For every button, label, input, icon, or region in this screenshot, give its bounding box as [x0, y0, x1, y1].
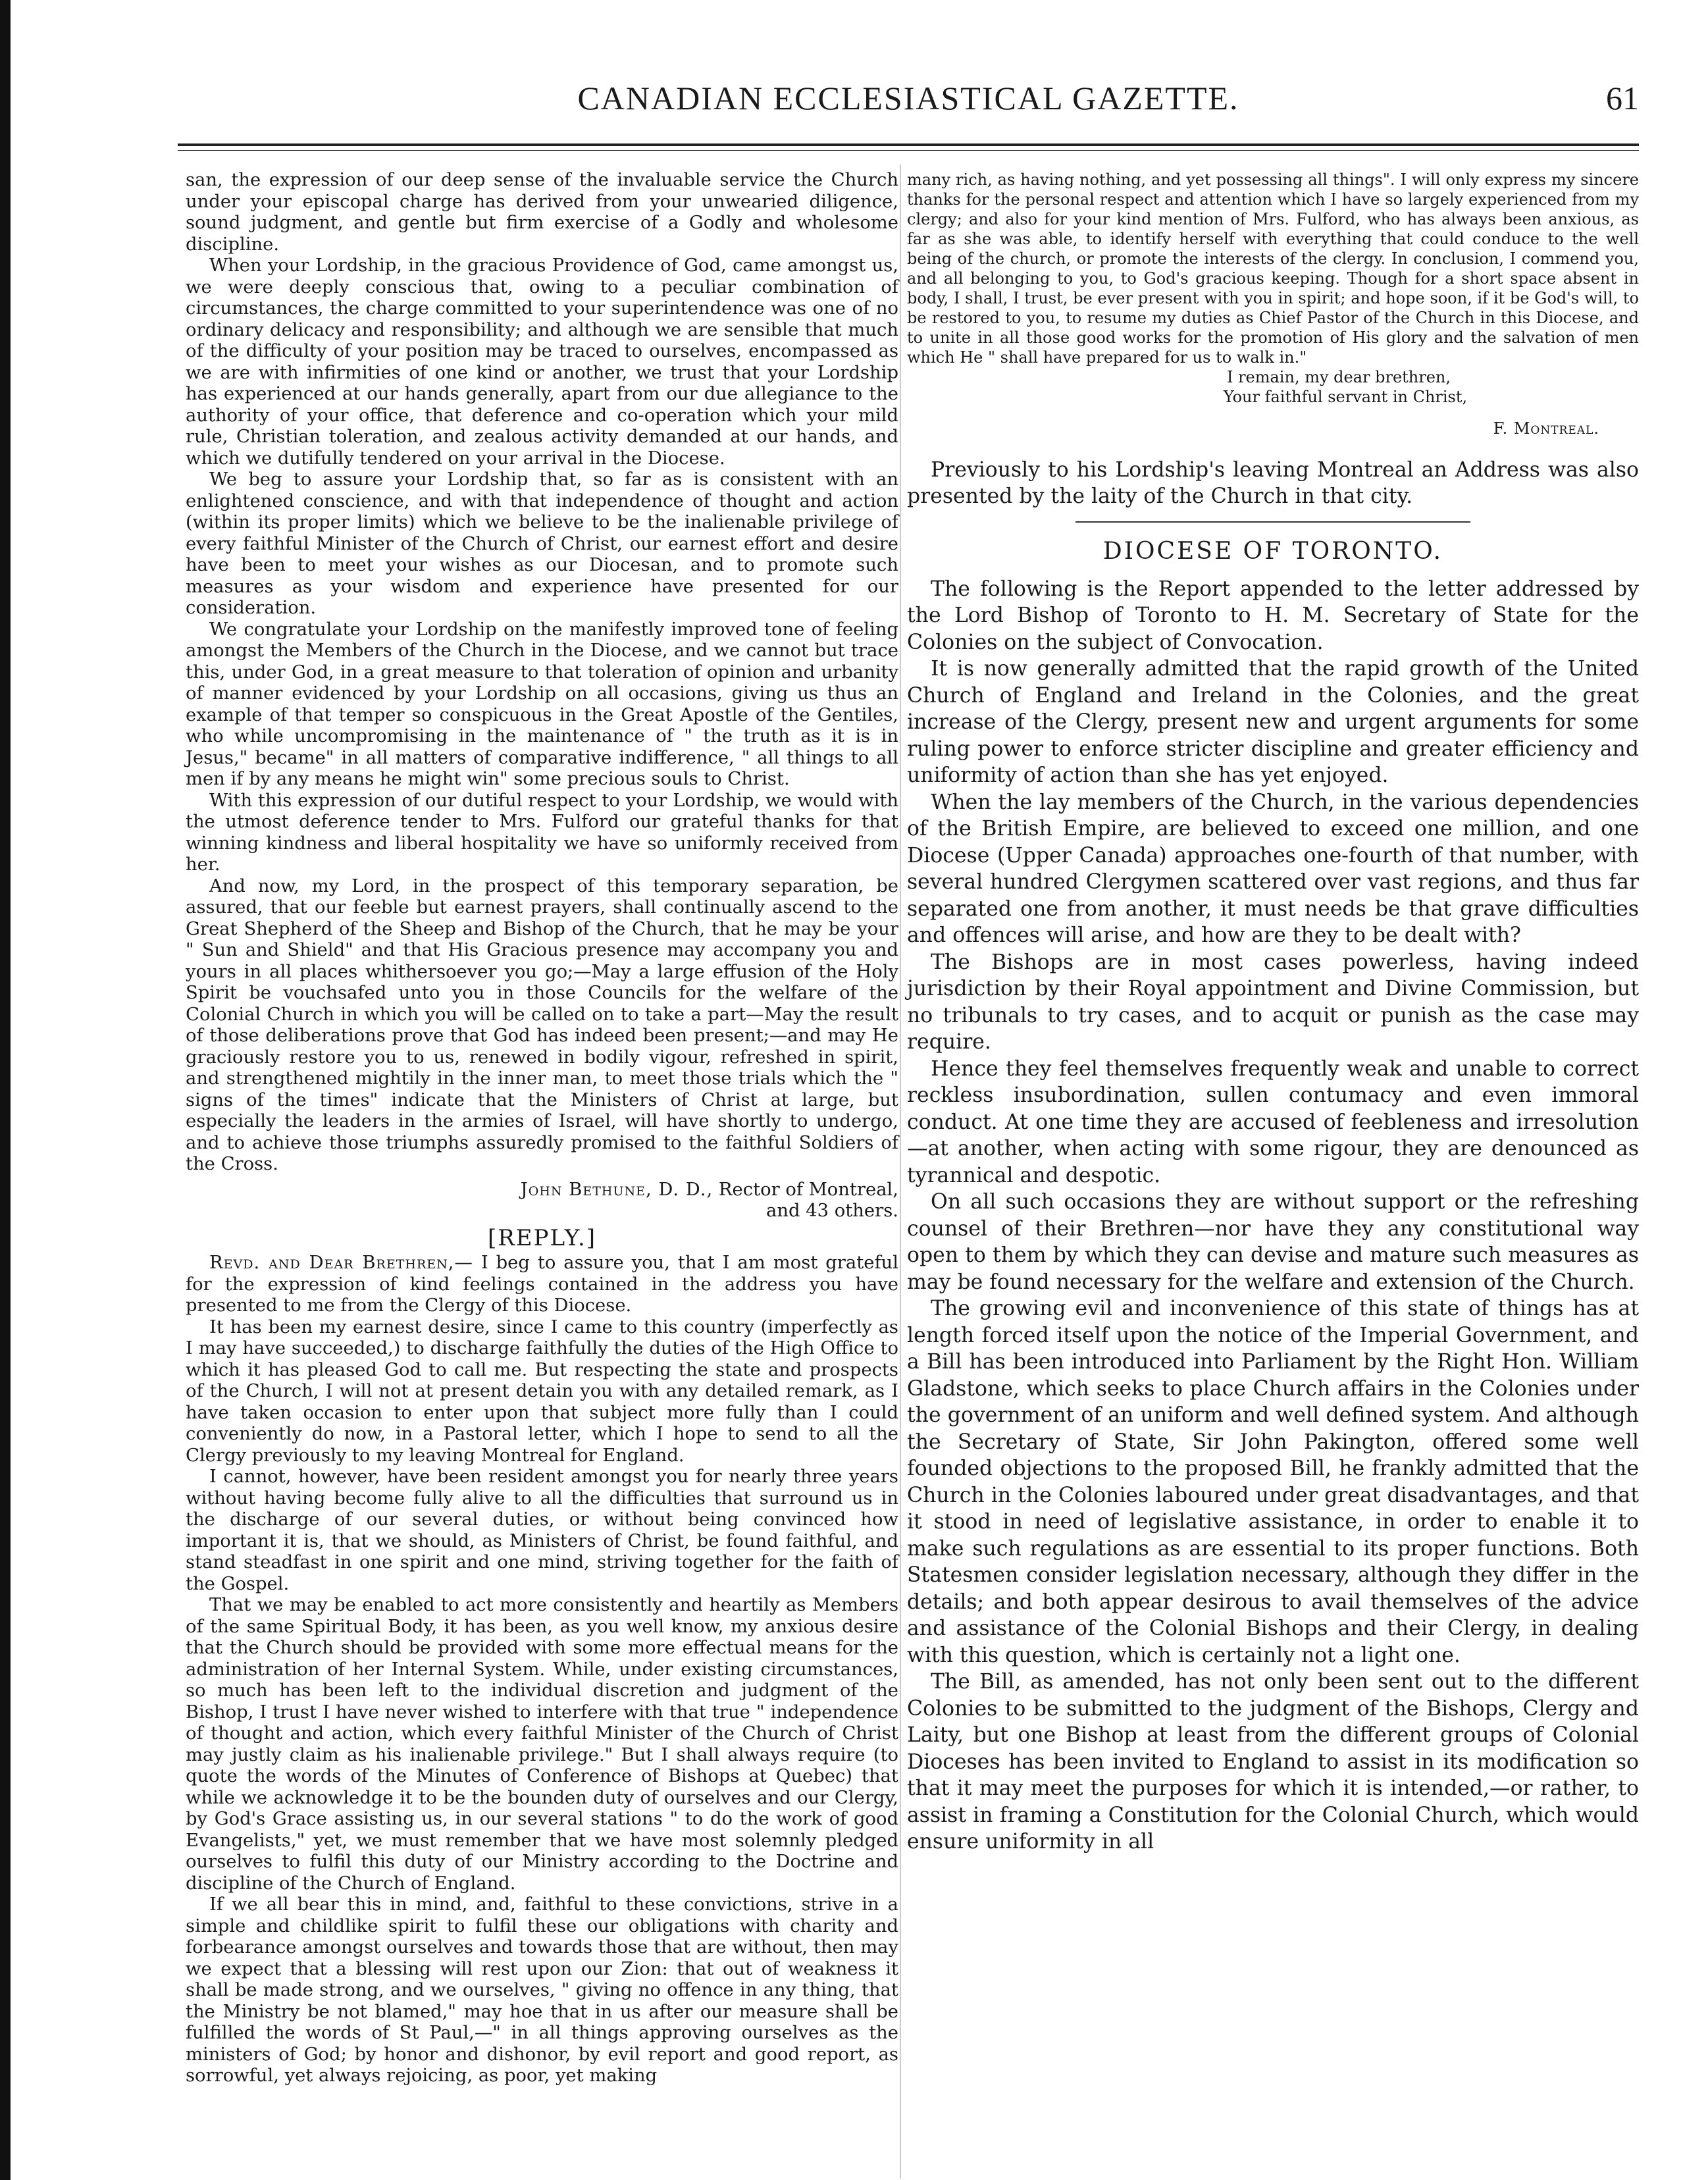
right-column [907, 170, 1639, 1856]
paragraph [186, 1253, 898, 1317]
paragraph: We congratulate your Lordship on the manifestly improved tone of feeling amongst the Members of the Church in the Diocese, and we cannot but trace this, under God, in a great measure to that toleration of opinion and urbanity of manner evidenced by your Lordship on all occasions, giving us thus an example of that temper so conspicuous in the Great Apostle of the Gentiles, who while uncompromising in the maintenance of " the truth as it is in Jesus," became" in all matters of comparative indifference, " all things to all men if by any means he might win" some precious souls to Christ. [186, 619, 898, 789]
left-column [186, 170, 898, 2087]
paragraph: san, the expression of our deep sense of the invaluable service the Church under your episcopal charge has derived from your unwearied diligence, sound judgment, and gentle but firm exercise of a Godly and wholesome discipline. [186, 170, 898, 255]
paragraph: On all such occasions they are without support or the refreshing counsel of their Brethren—nor have they any constitutional way open to them by which they can devise and mature such measures as may be found necessary for the welfare and extension of the Church. [907, 1190, 1639, 1294]
signature-title: Rector of Montreal, [718, 1179, 898, 1200]
page-number: 61 [1606, 80, 1639, 117]
paragraph: With this expression of our dutiful respect to your Lordship, we would with the utmost deference tender to Mrs. Fulford our grateful thanks for that winning kindness and liberal hospitality we have so uniformly received from her. [186, 790, 898, 875]
paragraph: The following is the Report appended to the letter addressed by the Lord Bishop of Toronto to H. M. Secretary of State for the Colonies on the subject of Convocation. [907, 577, 1639, 654]
paragraph: The Bishops are in most cases powerless, having indeed jurisdiction by their Royal appointment and Divine Commission, but no tribunals to try cases, and to acquit or punish as the case may require. [907, 950, 1639, 1054]
signature-remain: I remain, my dear brethren, [1226, 368, 1451, 386]
laity-address-note: Previously to his Lordship's leaving Montreal an Address was also presented by the laity of the Church in that city. [907, 458, 1639, 508]
page-header [178, 72, 1639, 132]
paragraph: It has been my earnest desire, since I came to this country (imperfectly as I may have succeeded,) to discharge faithfully the duties of the High Office to which it has pleased God to call me. But respecting the state and prospects of the Church, I will not at present detain you with any detailed remark, as I have taken occasion to enter upon that subject more fully than I could conveniently do now, in a Pastoral letter, which I hope to send to all the Clergy previously to my leaving Montreal for England. [186, 1316, 898, 1466]
section-rule [1075, 521, 1470, 523]
paragraph: And now, my Lord, in the prospect of this temporary separation, be assured, that our feeble but earnest prayers, shall continually ascend to the Great Shepherd of the Sheep and Bishop of the Church, that he may be your " Sun and Shield" and that His Gracious presence may accompany you and yours in all places whithersoever you go;—May a large effusion of the Holy Spirit be vouchsafed unto you in those Councils for the welfare of the Colonial Church in which you will be called on to take a part—May the result of those deliberations prove that God has indeed been present;—and may He graciously restore you to us, renewed in bodily vigour, refreshed in spirit, and strengthened mightily in the inner man, to meet those trials which the " signs of the times" indicate that the Ministers of Christ at large, but especially the leaders in the armies of Israel, will have shortly to undergo, and to achieve those triumphs assuredly promised to the faithful Soldiers of the Cross. [186, 875, 898, 1174]
paragraph: It is now generally admitted that the rapid growth of the United Church of England and Ireland in the Colonies, and the great increase of the Clergy, present new and urgent arguments for some ruling power to enforce stricter discipline and greater efficiency and uniformity of action than she has yet enjoyed. [907, 657, 1639, 787]
paragraph: If we all bear this in mind, and, faithful to these convictions, strive in a simple and childlike spirit to fulfil these our obligations with charity and forbearance amongst ourselves and towards those that are without, then may we expect that a blessing will rest upon our Zion: that out of weakness it shall be made strong, and we ourselves, " giving no offence in any thing, that the Ministry be not blamed," may hoe that in us after our measure shall be fulfilled the words of St Paul,—" in all things approving ourselves as the ministers of God; by honor and dishonor, by evil report and good report, as sorrowful, yet always rejoicing, as poor, yet making [186, 1894, 898, 2086]
signature-others: and 43 others. [766, 1201, 898, 1221]
reply-heading: [REPLY.] [487, 1224, 597, 1251]
signature-servant: Your faithful servant in Christ, [1223, 388, 1468, 406]
signature-line [186, 1180, 898, 1201]
publication-title: CANADIAN ECCLESIASTICAL GAZETTE. [577, 80, 1239, 117]
reply-continuation [907, 170, 1639, 438]
signature-name: F. Montreal. [1493, 419, 1599, 438]
scan-edge [0, 0, 11, 2180]
paragraph: When your Lordship, in the gracious Providence of God, came amongst us, we were deeply conscious that, owing to a peculiar combination of circumstances, the charge committed to your superintendence was one of no ordinary delicacy and responsibility; and although we are sensible that much of the difficulty of your position may be traced to ourselves, encompassed as we are with infirmities of one kind or another, we trust that your Lordship has experienced at our hands generally, apart from our due allegiance to the authority of your office, that deference and co-operation which your mild rule, Christian toleration, and zealous activity demanded at our hands, and which we dutifully tendered on your arrival in the Diocese. [186, 255, 898, 469]
column-divider [900, 165, 901, 2179]
paragraph: many rich, as having nothing, and yet possessing all things". I will only express my sincere thanks for the personal respect and attention which I have so largely experienced from my clergy; and also for your kind mention of Mrs. Fulford, who has always been anxious, as far as she was able, to identify herself with everything that could conduce to the well being of the church, or promote the interests of the clergy. In conclusion, I commend you, and all belonging to you, to God's gracious keeping. Though for a short space absent in body, I shall, I trust, be ever present with you in spirit; and hope soon, if it be God's will, to be restored to you, to resume my duties as Chief Pastor of the Church in this Diocese, and to unite in all those good works for the promotion of His glory and the salvation of men which He " shall have prepared for us to walk in." [907, 170, 1639, 367]
paragraph: That we may be enabled to act more consistently and heartily as Members of the same Spiritual Body, it has been, as you well know, my anxious desire that the Church should be provided with some more effectual means for the administration of her Internal System. While, under existing circumstances, so much has been left to the individual discretion and judgment of the Bishop, I trust I have never wished to interfere with that true " independence of thought and action, which every faithful Minister of the Church of Christ may justly claim as his inalienable privilege." But I shall always require (to quote the words of the Minutes of Conference of Bishops at Quebec) that while we acknowledge it to be the bounden duty of ourselves and our Clergy, by God's Grace assisting us, in our several stations " to do the work of good Evangelists," yet, we must remember that we have most solemnly pledged ourselves to fulfil this duty of our Ministry according to the Doctrine and discipline of the Church of England. [186, 1595, 898, 1894]
paragraph: The Bill, as amended, has not only been sent out to the different Colonies to be submitted to the judgment of the Bishops, Clergy and Laity, but one Bishop at least from the different groups of Colonial Dioceses has been invited to England to assist in its modification so that it may meet the purposes for which it is intended,—or rather, to assist in framing a Constitution for the Colonial Church, which would ensure uniformity in all [907, 1670, 1639, 1854]
paragraph: When the lay members of the Church, in the various dependencies of the British Empire, are believed to exceed one million, and one Diocese (Upper Canada) approaches one-fourth of that number, with several hundred Clergymen scattered over vast regions, and thus far separated one from another, it must needs be that grave difficulties and offences will arise, and how are they to be dealt with? [907, 790, 1639, 947]
paragraph-text: I beg to assure you, that I am most grateful for the expression of kind feelings contained in the address you have presented to me from the Clergy of this Diocese. [186, 1253, 898, 1316]
salutation: Revd. and Dear Brethren,— [209, 1253, 473, 1273]
paragraph: Hence they feel themselves frequently weak and unable to correct reckless insubordination, sullen contumacy and even immoral conduct. At one time they are accused of feebleness and irresolution—at another, when acting with some rigour, they are denounced as tyrannical and despotic. [907, 1056, 1639, 1187]
header-rule [178, 143, 1639, 151]
paragraph: We beg to assure your Lordship that, so far as is consistent with an enlightened conscience, and with that independence of thought and action (within its proper limits) which we believe to be the inalienable privilege of every faithful Minister of the Church of Christ, our earnest effort and desire have been to meet your wishes as our Diocesan, and to promote such measures as your wisdom and experience have presented for our consideration. [186, 469, 898, 618]
paragraph: I cannot, however, have been resident amongst you for nearly three years without having become fully alive to all the difficulties that surround us in the discharge of our several duties, or without being convinced how important it is, that we should, as Ministers of Christ, be found faithful, and stand steadfast in one spirit and one mind, striving together for the faith of the Gospel. [186, 1466, 898, 1594]
signature-name: John Bethune, D. D., [520, 1179, 713, 1200]
paragraph: The growing evil and inconvenience of this state of things has at length forced itself upon the notice of the Imperial Government, and a Bill has been introduced into Parliament by the Right Hon. William Gladstone, which seeks to place Church affairs in the Colonies under the government of an uniform and well defined system. And although the Secretary of State, Sir John Pakington, offered some well founded objections to the proposed Bill, he frankly admitted that the Church in the Colonies laboured under great disadvantages, and that it stood in need of legislative assistance, in order to enable it to make such regulations as are essential to its proper functions. Both Statesmen consider legislation necessary, although they differ in the details; and both appear desirous to avail themselves of the advice and assistance of the Colonial Bishops and their Clergy, in dealing with this question, which is certainly not a light one. [907, 1297, 1639, 1667]
section-heading: DIOCESE OF TORONTO. [1102, 538, 1443, 565]
